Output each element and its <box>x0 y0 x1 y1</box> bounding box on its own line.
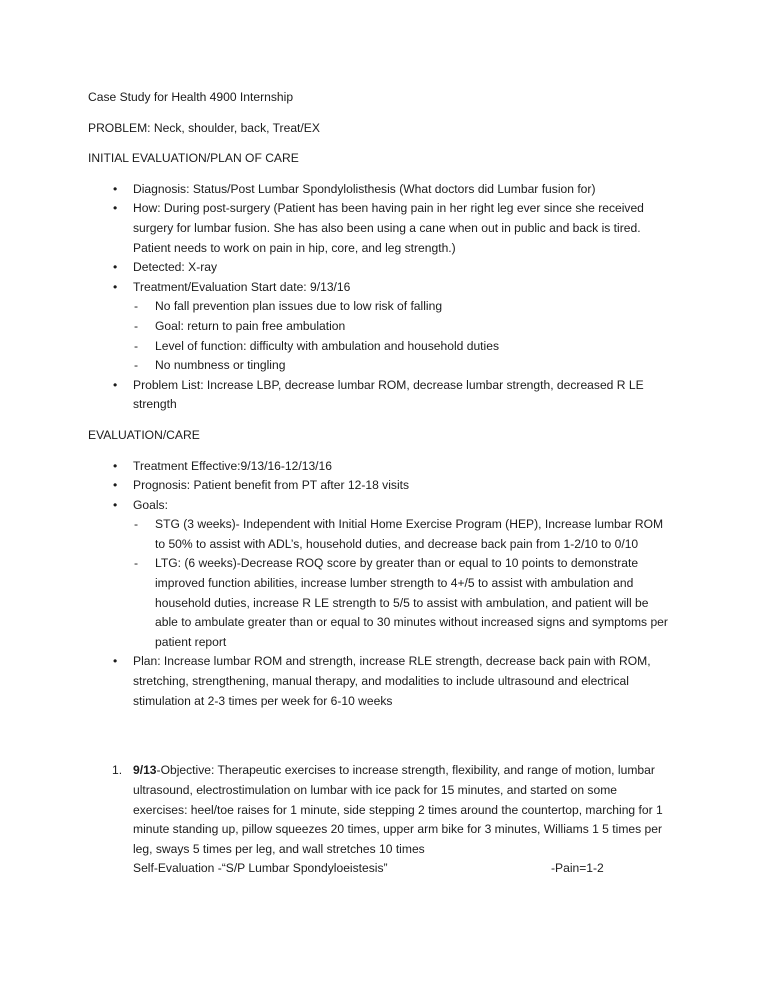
list-item-text <box>133 761 670 859</box>
self-evaluation-line <box>133 859 670 879</box>
list-item <box>88 180 670 200</box>
bullet-icon: • <box>113 654 118 669</box>
entry-body: -Objective: Therapeutic exercises to increase strength, flexibility, and range of motion, lumbar ultrasound, electrostimulation on lumbar with ice pack for 15 minutes, and started on some exercises: heel/toe raises for 1 minute, side stepping 2 times around the countertop, marching for 1 minute standing up, pillow squeezes 20 times, upper arm bike for 3 minutes, Williams 1 5 times per leg, sways 5 times per leg, and wall stretches 10 times <box>133 763 663 856</box>
evaluation-care-bullet-list <box>88 457 670 516</box>
dash-icon: - <box>134 517 139 532</box>
list-item-text: No fall prevention plan issues due to low risk of falling <box>155 299 443 314</box>
section-heading-initial-evaluation: INITIAL EVALUATION/PLAN OF CARE <box>88 151 299 166</box>
bullet-icon: • <box>113 497 118 512</box>
list-item-text: Problem List: Increase LBP, decrease lumbar ROM, decrease lumbar strength, decreased R LE strength <box>133 377 644 412</box>
spacer <box>88 415 670 426</box>
dash-icon: - <box>134 299 139 314</box>
spacer <box>88 731 670 751</box>
list-item <box>88 457 670 477</box>
initial-evaluation-bullet-list <box>88 180 670 298</box>
entry-date: 9/13 <box>133 763 157 778</box>
list-item-text: Goal: return to pain free ambulation <box>155 318 346 333</box>
bullet-icon: • <box>113 458 118 473</box>
list-item <box>88 761 670 879</box>
bullet-icon: • <box>113 377 118 392</box>
spacer <box>88 750 670 761</box>
list-number: 1. <box>112 763 123 778</box>
section-heading-evaluation-care: EVALUATION/CARE <box>88 427 200 442</box>
list-item <box>88 297 670 317</box>
list-item <box>88 278 670 298</box>
list-item <box>88 356 670 376</box>
list-item <box>88 317 670 337</box>
bullet-icon: • <box>113 201 118 216</box>
bullet-icon: • <box>113 181 118 196</box>
initial-evaluation-sub-list <box>88 297 670 375</box>
list-item-text: No numbness or tingling <box>155 358 286 373</box>
list-item <box>88 337 670 357</box>
list-item <box>88 199 670 258</box>
list-item-text: STG (3 weeks)- Independent with Initial Home Exercise Program (HEP), Increase lumbar ROM to 50% to assist with ADL’s, household duties, and decrease back pain from 1-2/10 to 0/10 <box>155 517 664 551</box>
list-item <box>88 376 670 415</box>
document-title: Case Study for Health 4900 Internship <box>88 90 294 104</box>
dash-icon: - <box>134 358 139 373</box>
goals-sub-list <box>88 515 670 652</box>
list-item-text: LTG: (6 weeks)-Decrease ROQ score by greater than or equal to 10 points to demonstrate improved function abilities, increase lumber strength to 4+/5 to assist with ambulation and household duties, increase R LE strength to 5/5 to assist with ambulation, and patient will be able to ambulate greater than or equal to 30 minutes without increased signs and symptoms per patient report <box>155 556 668 649</box>
list-item <box>88 258 670 278</box>
problem-line: PROBLEM: Neck, shoulder, back, Treat/EX <box>88 120 320 135</box>
list-item <box>88 476 670 496</box>
list-item <box>88 515 670 554</box>
bullet-icon: • <box>113 279 118 294</box>
list-item <box>88 652 670 711</box>
bullet-icon: • <box>113 260 118 275</box>
list-item-text: Plan: Increase lumbar ROM and strength, increase RLE strength, decrease back pain with ROM, stretching, strengthening, manual therapy, and modalities to include ultrasound and electrical stimulation at 2-3 times per week for 6-10 weeks <box>133 654 651 708</box>
list-item-text: Treatment Effective:9/13/16-12/13/16 <box>133 458 332 473</box>
spacer <box>88 711 670 731</box>
self-evaluation-label: Self-Evaluation -“S/P Lumbar Spondyloeistesis” <box>133 861 388 876</box>
list-item-text: How: During post-surgery (Patient has been having pain in her right leg ever since she received surgery for lumbar fusion. She has also been using a cane when out in public and back is tired. Patient needs to work on pain in hip, core, and leg strength.) <box>133 201 644 255</box>
dash-icon: - <box>134 556 139 571</box>
list-item <box>88 496 670 516</box>
list-item-text: Diagnosis: Status/Post Lumbar Spondylolisthesis (What doctors did Lumbar fusion for) <box>133 181 596 196</box>
list-item <box>88 554 670 652</box>
plan-bullet-list <box>88 652 670 711</box>
pain-score: -Pain=1-2 <box>551 861 604 876</box>
document-body <box>88 88 670 879</box>
list-item-text: Prognosis: Patient benefit from PT after 12-18 visits <box>133 478 410 493</box>
list-item-text: Treatment/Evaluation Start date: 9/13/16 <box>133 279 351 294</box>
list-item-text: Level of function: difficulty with ambulation and household duties <box>155 338 499 353</box>
bullet-icon: • <box>113 478 118 493</box>
problem-list-bullet-list <box>88 376 670 415</box>
dash-icon: - <box>134 338 139 353</box>
dash-icon: - <box>134 318 139 333</box>
list-item-text: Goals: <box>133 497 168 512</box>
list-item-text: Detected: X-ray <box>133 260 218 275</box>
treatment-log-numbered-list <box>88 761 670 879</box>
